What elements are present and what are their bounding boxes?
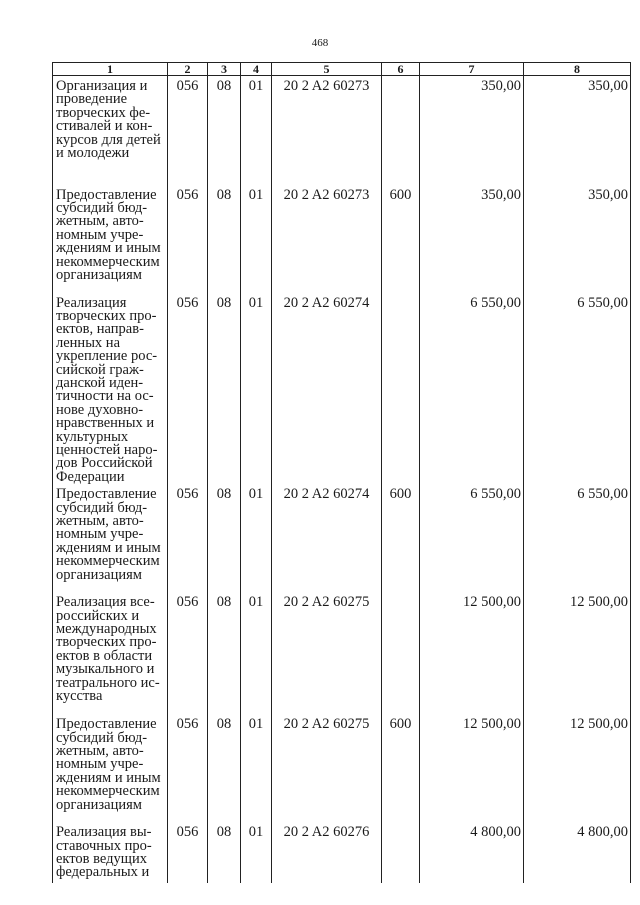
column-header: 6 xyxy=(382,63,420,76)
row-name-line: международных xyxy=(56,621,157,637)
subsection-code-cell: 01 xyxy=(241,484,272,592)
column-header: 8 xyxy=(524,63,631,76)
amount-year2-cell: 350,00 xyxy=(524,185,631,293)
row-name-line: ектов, направ- xyxy=(56,321,144,338)
target-article-cell: 20 2 A2 60276 xyxy=(272,822,382,883)
row-name-line: культурных xyxy=(56,428,129,445)
row-name-cell xyxy=(53,293,168,485)
column-header: 5 xyxy=(272,63,382,76)
amount-year2-cell: 12 500,00 xyxy=(524,592,631,714)
row-name-line: организациям xyxy=(56,266,142,283)
expense-type-cell: 600 xyxy=(382,185,420,293)
subsection-code-cell: 01 xyxy=(241,714,272,822)
amount-year1-cell: 350,00 xyxy=(420,76,524,185)
column-header: 1 xyxy=(53,63,168,76)
row-name-line: дов Российской xyxy=(56,455,153,472)
row-name-line: творческих про- xyxy=(56,634,157,651)
column-header: 2 xyxy=(168,63,208,76)
row-name-line: ектов в области xyxy=(56,647,153,664)
row-name-line: Предоставление xyxy=(56,716,157,733)
row-name-line: федеральных и xyxy=(56,864,150,881)
budget-table xyxy=(52,62,631,883)
row-name-cell xyxy=(53,484,168,592)
column-header: 7 xyxy=(420,63,524,76)
row-name-line: и молодежи xyxy=(56,145,130,162)
section-code-cell: 08 xyxy=(208,822,241,883)
subsection-code-cell: 01 xyxy=(241,822,272,883)
row-name-line: номным учре- xyxy=(56,526,144,543)
ministry-code-cell: 056 xyxy=(168,76,208,185)
row-name-cell xyxy=(53,714,168,822)
table-row xyxy=(53,185,631,293)
section-code-cell: 08 xyxy=(208,76,241,185)
row-name-line: Предоставление xyxy=(56,186,157,203)
row-name-line: ценностей наро- xyxy=(56,441,158,458)
header-row xyxy=(53,63,631,76)
expense-type-cell: 600 xyxy=(382,714,420,822)
row-name-cell xyxy=(53,76,168,185)
table-body xyxy=(53,76,631,884)
row-name-line: музыкального и xyxy=(56,661,155,678)
amount-year2-cell: 4 800,00 xyxy=(524,822,631,883)
column-header: 3 xyxy=(208,63,241,76)
row-name-line: номным учре- xyxy=(56,226,144,243)
subsection-code-cell: 01 xyxy=(241,185,272,293)
section-code-cell: 08 xyxy=(208,293,241,485)
row-name-line: ектов ведущих xyxy=(56,851,147,867)
row-name-line: некоммерческим xyxy=(56,553,160,570)
subsection-code-cell: 01 xyxy=(241,293,272,485)
ministry-code-cell: 056 xyxy=(168,822,208,883)
row-name-line: ждениям и иным xyxy=(56,769,161,786)
amount-year1-cell: 6 550,00 xyxy=(420,484,524,592)
row-name-line: субсидий бюд- xyxy=(56,199,148,216)
amount-year2-cell: 6 550,00 xyxy=(524,484,631,592)
row-name-line: ждениям и иным xyxy=(56,240,161,257)
amount-year1-cell: 4 800,00 xyxy=(420,822,524,883)
target-article-cell: 20 2 A2 60275 xyxy=(272,592,382,714)
row-name-line: Федерации xyxy=(56,468,125,485)
target-article-cell: 20 2 A2 60274 xyxy=(272,293,382,485)
row-name-line: некоммерческим xyxy=(56,783,160,800)
ministry-code-cell: 056 xyxy=(168,185,208,293)
table-row xyxy=(53,592,631,714)
table-row xyxy=(53,484,631,592)
row-name-line: театрального ис- xyxy=(56,674,160,691)
row-name-line: Реализация вы- xyxy=(56,824,152,841)
row-name-line: укрепление рос- xyxy=(56,348,158,365)
row-name-line: жетным, авто- xyxy=(56,743,144,759)
row-name-line: творческих про- xyxy=(56,307,157,324)
amount-year1-cell: 6 550,00 xyxy=(420,293,524,485)
row-name-line: организациям xyxy=(56,566,142,583)
section-code-cell: 08 xyxy=(208,185,241,293)
table-row xyxy=(53,76,631,185)
table-row xyxy=(53,714,631,822)
row-name-cell xyxy=(53,592,168,714)
row-name-line: проведение xyxy=(56,91,128,108)
row-name-line: ленных на xyxy=(56,334,121,351)
row-name-line: некоммерческим xyxy=(56,253,160,270)
amount-year1-cell: 12 500,00 xyxy=(420,714,524,822)
section-code-cell: 08 xyxy=(208,484,241,592)
ministry-code-cell: 056 xyxy=(168,293,208,485)
amount-year1-cell: 12 500,00 xyxy=(420,592,524,714)
row-name-line: кусства xyxy=(56,688,103,705)
ministry-code-cell: 056 xyxy=(168,714,208,822)
row-name-line: тичности на ос- xyxy=(56,388,154,405)
subsection-code-cell: 01 xyxy=(241,592,272,714)
row-name-line: стивалей и кон- xyxy=(56,118,153,135)
target-article-cell: 20 2 A2 60273 xyxy=(272,185,382,293)
row-name-line: Реализация все- xyxy=(56,594,155,611)
subsection-code-cell: 01 xyxy=(241,76,272,185)
row-name-line: нове духовно- xyxy=(56,401,144,418)
amount-year2-cell: 350,00 xyxy=(524,76,631,185)
row-name-line: номным учре- xyxy=(56,756,144,773)
row-name-cell xyxy=(53,822,168,883)
row-name-line: организациям xyxy=(56,796,142,813)
row-name-line: ставочных про- xyxy=(56,837,152,854)
amount-year2-cell: 12 500,00 xyxy=(524,714,631,822)
row-name-line: сийской граж- xyxy=(56,361,144,378)
expense-type-cell xyxy=(382,76,420,185)
row-name-cell xyxy=(53,185,168,293)
row-name-line: ждениям и иным xyxy=(56,539,161,556)
section-code-cell: 08 xyxy=(208,714,241,822)
table-row xyxy=(53,822,631,883)
row-name-line: Предоставление xyxy=(56,486,157,503)
section-code-cell: 08 xyxy=(208,592,241,714)
amount-year2-cell: 6 550,00 xyxy=(524,293,631,485)
expense-type-cell xyxy=(382,293,420,485)
amount-year1-cell: 350,00 xyxy=(420,185,524,293)
expense-type-cell xyxy=(382,822,420,883)
table-row xyxy=(53,293,631,485)
row-name-line: Реализация xyxy=(56,294,127,311)
expense-type-cell xyxy=(382,592,420,714)
expense-type-cell: 600 xyxy=(382,484,420,592)
page-number: 468 xyxy=(311,37,329,49)
target-article-cell: 20 2 A2 60275 xyxy=(272,714,382,822)
target-article-cell: 20 2 A2 60273 xyxy=(272,76,382,185)
target-article-cell: 20 2 A2 60274 xyxy=(272,484,382,592)
row-name-line: российских и xyxy=(56,607,140,624)
row-name-line: субсидий бюд- xyxy=(56,729,148,746)
ministry-code-cell: 056 xyxy=(168,592,208,714)
row-name-line: курсов для детей xyxy=(56,131,161,148)
ministry-code-cell: 056 xyxy=(168,484,208,592)
row-name-line: жетным, авто- xyxy=(56,513,144,529)
row-name-line: жетным, авто- xyxy=(56,213,144,230)
row-name-line: творческих фе- xyxy=(56,104,151,121)
row-name-line: Организация и xyxy=(56,78,148,94)
row-name-line: данской иден- xyxy=(56,374,144,391)
row-name-line: субсидий бюд- xyxy=(56,499,148,516)
row-name-line: нравственных и xyxy=(56,415,155,432)
column-header: 4 xyxy=(241,63,272,76)
